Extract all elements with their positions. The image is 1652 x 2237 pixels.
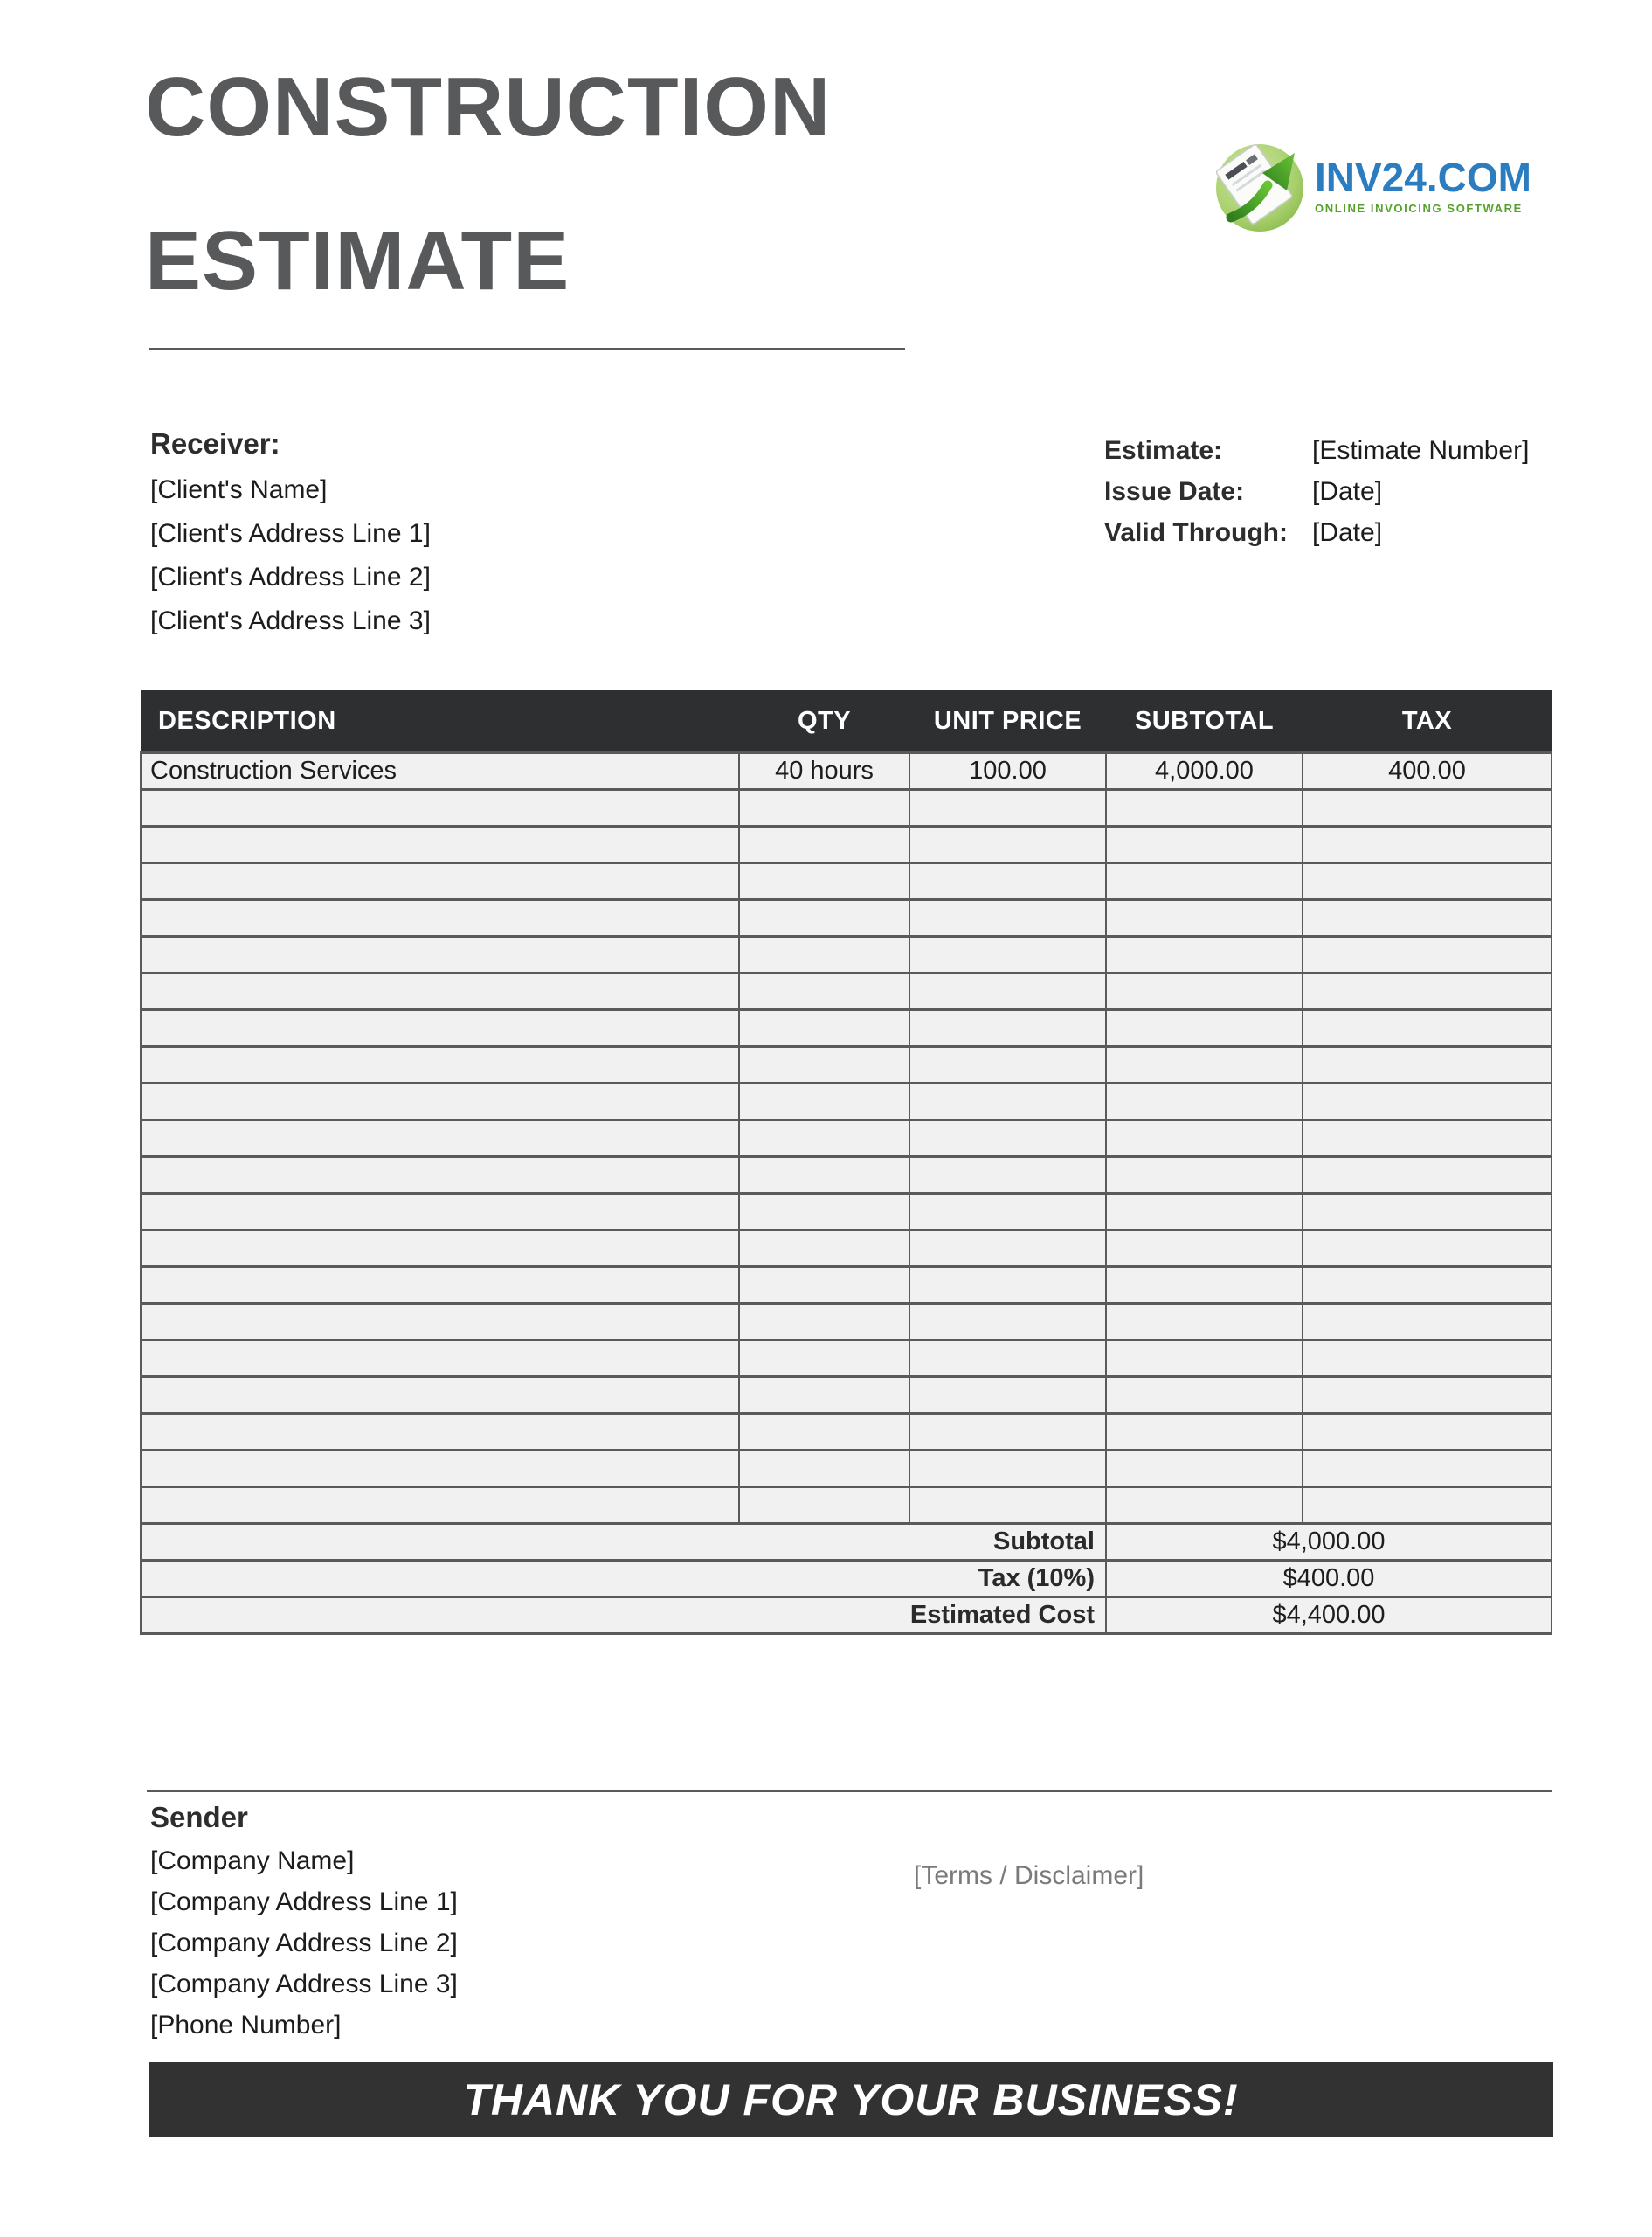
meta-label: Estimate:	[1104, 435, 1223, 465]
header-description: DESCRIPTION	[141, 690, 739, 753]
empty-cell	[1303, 973, 1552, 1010]
sender-divider	[147, 1790, 1552, 1792]
empty-item-row	[141, 1194, 1552, 1230]
empty-item-row	[141, 1451, 1552, 1487]
empty-cell	[909, 1194, 1106, 1230]
empty-cell	[909, 1267, 1106, 1304]
empty-cell	[739, 790, 909, 827]
sender-line: [Phone Number]	[150, 2011, 342, 2040]
empty-cell	[739, 1194, 909, 1230]
empty-cell	[739, 973, 909, 1010]
empty-cell	[909, 790, 1106, 827]
summary-row	[141, 1524, 1552, 1561]
item-row	[141, 753, 1552, 790]
empty-item-row	[141, 1414, 1552, 1451]
receiver-line: [Client's Address Line 1]	[150, 519, 431, 548]
empty-cell	[141, 1487, 739, 1524]
empty-cell	[1303, 1340, 1552, 1377]
footer-bar	[149, 2062, 1553, 2137]
empty-item-row	[141, 1047, 1552, 1084]
empty-cell	[909, 1377, 1106, 1414]
empty-item-row	[141, 863, 1552, 900]
empty-item-row	[141, 1084, 1552, 1120]
meta-label: Issue Date:	[1104, 476, 1245, 506]
empty-item-row	[141, 827, 1552, 863]
empty-cell	[1106, 1010, 1303, 1047]
empty-cell	[1106, 1377, 1303, 1414]
empty-cell	[1106, 937, 1303, 973]
meta-value: [Date]	[1312, 476, 1383, 506]
terms-disclaimer: [Terms / Disclaimer]	[914, 1861, 1144, 1890]
empty-cell	[1303, 900, 1552, 937]
empty-cell	[739, 937, 909, 973]
empty-cell	[141, 1010, 739, 1047]
empty-cell	[739, 1414, 909, 1451]
receiver-line: [Client's Name]	[150, 475, 328, 504]
empty-cell	[141, 1414, 739, 1451]
empty-cell	[1303, 1487, 1552, 1524]
empty-cell	[739, 1487, 909, 1524]
empty-cell	[141, 973, 739, 1010]
empty-cell	[909, 1047, 1106, 1084]
empty-cell	[1106, 1120, 1303, 1157]
empty-cell	[909, 1230, 1106, 1267]
header-unit-price: UNIT PRICE	[909, 690, 1106, 753]
cell-description: Construction Services	[141, 753, 739, 790]
sender-line: [Company Address Line 3]	[150, 1970, 458, 1998]
table-header	[141, 690, 1552, 753]
sender-block	[150, 1800, 458, 2046]
cell-qty: 40 hours	[739, 753, 909, 790]
empty-cell	[1303, 1267, 1552, 1304]
header-subtotal: SUBTOTAL	[1106, 690, 1303, 753]
footer-message: THANK YOU FOR YOUR BUSINESS!	[463, 2074, 1239, 2124]
logo-tagline: ONLINE INVOICING SOFTWARE	[1315, 202, 1523, 215]
empty-cell	[1303, 1047, 1552, 1084]
empty-cell	[141, 1157, 739, 1194]
sender-line: [Company Name]	[150, 1846, 355, 1875]
empty-cell	[1106, 863, 1303, 900]
page-title-line1: CONSTRUCTION	[145, 60, 832, 154]
empty-cell	[909, 973, 1106, 1010]
empty-item-row	[141, 1120, 1552, 1157]
empty-cell	[141, 1230, 739, 1267]
invoice-growth-icon	[1210, 133, 1308, 234]
empty-item-row	[141, 1340, 1552, 1377]
empty-cell	[1303, 790, 1552, 827]
estimate-items-table	[140, 690, 1552, 1635]
empty-cell	[1303, 1084, 1552, 1120]
summary-value: $400.00	[1106, 1561, 1552, 1597]
empty-cell	[909, 1010, 1106, 1047]
empty-cell	[1106, 1487, 1303, 1524]
empty-cell	[739, 1377, 909, 1414]
meta-value: [Estimate Number]	[1312, 435, 1530, 465]
sender-line: [Company Address Line 2]	[150, 1929, 458, 1957]
empty-cell	[1303, 1451, 1552, 1487]
empty-cell	[1106, 1414, 1303, 1451]
empty-cell	[739, 1120, 909, 1157]
empty-cell	[909, 900, 1106, 937]
empty-cell	[1106, 1304, 1303, 1340]
header-tax: TAX	[1303, 690, 1552, 753]
empty-cell	[1106, 900, 1303, 937]
empty-cell	[909, 1084, 1106, 1120]
summary-row	[141, 1561, 1552, 1597]
empty-cell	[739, 1084, 909, 1120]
empty-cell	[739, 1010, 909, 1047]
empty-cell	[141, 1194, 739, 1230]
empty-item-row	[141, 1267, 1552, 1304]
empty-cell	[141, 790, 739, 827]
summary-label: Subtotal	[141, 1524, 1106, 1561]
empty-cell	[739, 1304, 909, 1340]
empty-cell	[739, 1157, 909, 1194]
empty-cell	[1303, 1414, 1552, 1451]
page-title	[145, 31, 831, 338]
empty-cell	[1106, 973, 1303, 1010]
empty-cell	[1106, 1340, 1303, 1377]
header-qty: QTY	[739, 690, 909, 753]
meta-label: Valid Through:	[1104, 517, 1288, 547]
receiver-block	[150, 426, 431, 643]
empty-cell	[141, 1084, 739, 1120]
empty-cell	[1303, 1194, 1552, 1230]
summary-value: $4,000.00	[1106, 1524, 1552, 1561]
empty-cell	[1106, 1267, 1303, 1304]
empty-cell	[1303, 1120, 1552, 1157]
empty-cell	[909, 1451, 1106, 1487]
empty-item-row	[141, 937, 1552, 973]
empty-item-row	[141, 1377, 1552, 1414]
empty-cell	[1106, 790, 1303, 827]
empty-cell	[141, 1047, 739, 1084]
empty-item-row	[141, 1487, 1552, 1524]
empty-cell	[739, 1340, 909, 1377]
cell-subtotal: 4,000.00	[1106, 753, 1303, 790]
empty-cell	[1303, 937, 1552, 973]
empty-item-row	[141, 1157, 1552, 1194]
empty-cell	[909, 937, 1106, 973]
empty-cell	[1106, 1084, 1303, 1120]
receiver-heading: Receiver:	[150, 427, 280, 460]
empty-item-row	[141, 1230, 1552, 1267]
table-header-row	[141, 690, 1552, 753]
empty-cell	[1303, 1010, 1552, 1047]
empty-cell	[1106, 1157, 1303, 1194]
empty-cell	[1303, 1230, 1552, 1267]
empty-cell	[141, 863, 739, 900]
empty-cell	[141, 1451, 739, 1487]
receiver-line: [Client's Address Line 3]	[150, 606, 431, 635]
empty-cell	[1106, 1047, 1303, 1084]
empty-cell	[739, 863, 909, 900]
empty-cell	[141, 1120, 739, 1157]
empty-cell	[1303, 863, 1552, 900]
empty-cell	[141, 1377, 739, 1414]
logo-name: INV24.COM	[1315, 155, 1531, 200]
empty-cell	[1303, 1304, 1552, 1340]
empty-cell	[909, 1414, 1106, 1451]
empty-item-row	[141, 1010, 1552, 1047]
receiver-lines	[150, 468, 431, 643]
summary-value: $4,400.00	[1106, 1597, 1552, 1634]
empty-cell	[141, 827, 739, 863]
empty-cell	[909, 1340, 1106, 1377]
receiver-line: [Client's Address Line 2]	[150, 563, 431, 592]
empty-cell	[739, 1230, 909, 1267]
empty-cell	[909, 1157, 1106, 1194]
cell-unit-price: 100.00	[909, 753, 1106, 790]
cell-tax: 400.00	[1303, 753, 1552, 790]
empty-cell	[739, 900, 909, 937]
summary-label: Tax (10%)	[141, 1561, 1106, 1597]
inv24-logo	[1210, 133, 1531, 234]
page-title-line2: ESTIMATE	[145, 214, 570, 308]
sender-lines	[150, 1840, 458, 2046]
empty-cell	[1303, 1377, 1552, 1414]
title-underline	[149, 348, 905, 350]
empty-cell	[739, 1267, 909, 1304]
empty-cell	[1106, 1230, 1303, 1267]
estimate-table-body	[141, 753, 1552, 1634]
sender-heading: Sender	[150, 1801, 248, 1833]
empty-cell	[909, 827, 1106, 863]
empty-cell	[739, 827, 909, 863]
empty-cell	[1106, 827, 1303, 863]
empty-cell	[141, 937, 739, 973]
empty-cell	[909, 863, 1106, 900]
empty-cell	[1106, 1451, 1303, 1487]
empty-cell	[1303, 827, 1552, 863]
empty-cell	[1106, 1194, 1303, 1230]
empty-item-row	[141, 790, 1552, 827]
empty-item-row	[141, 900, 1552, 937]
empty-cell	[739, 1451, 909, 1487]
empty-item-row	[141, 973, 1552, 1010]
meta-value: [Date]	[1312, 517, 1383, 547]
empty-cell	[141, 1304, 739, 1340]
empty-cell	[141, 900, 739, 937]
empty-item-row	[141, 1304, 1552, 1340]
empty-cell	[739, 1047, 909, 1084]
empty-cell	[1303, 1157, 1552, 1194]
empty-cell	[141, 1267, 739, 1304]
empty-cell	[909, 1120, 1106, 1157]
empty-cell	[141, 1340, 739, 1377]
summary-label: Estimated Cost	[141, 1597, 1106, 1634]
summary-row	[141, 1597, 1552, 1634]
empty-cell	[909, 1304, 1106, 1340]
estimate-meta-block	[1104, 430, 1529, 553]
sender-line: [Company Address Line 1]	[150, 1887, 458, 1916]
empty-cell	[909, 1487, 1106, 1524]
